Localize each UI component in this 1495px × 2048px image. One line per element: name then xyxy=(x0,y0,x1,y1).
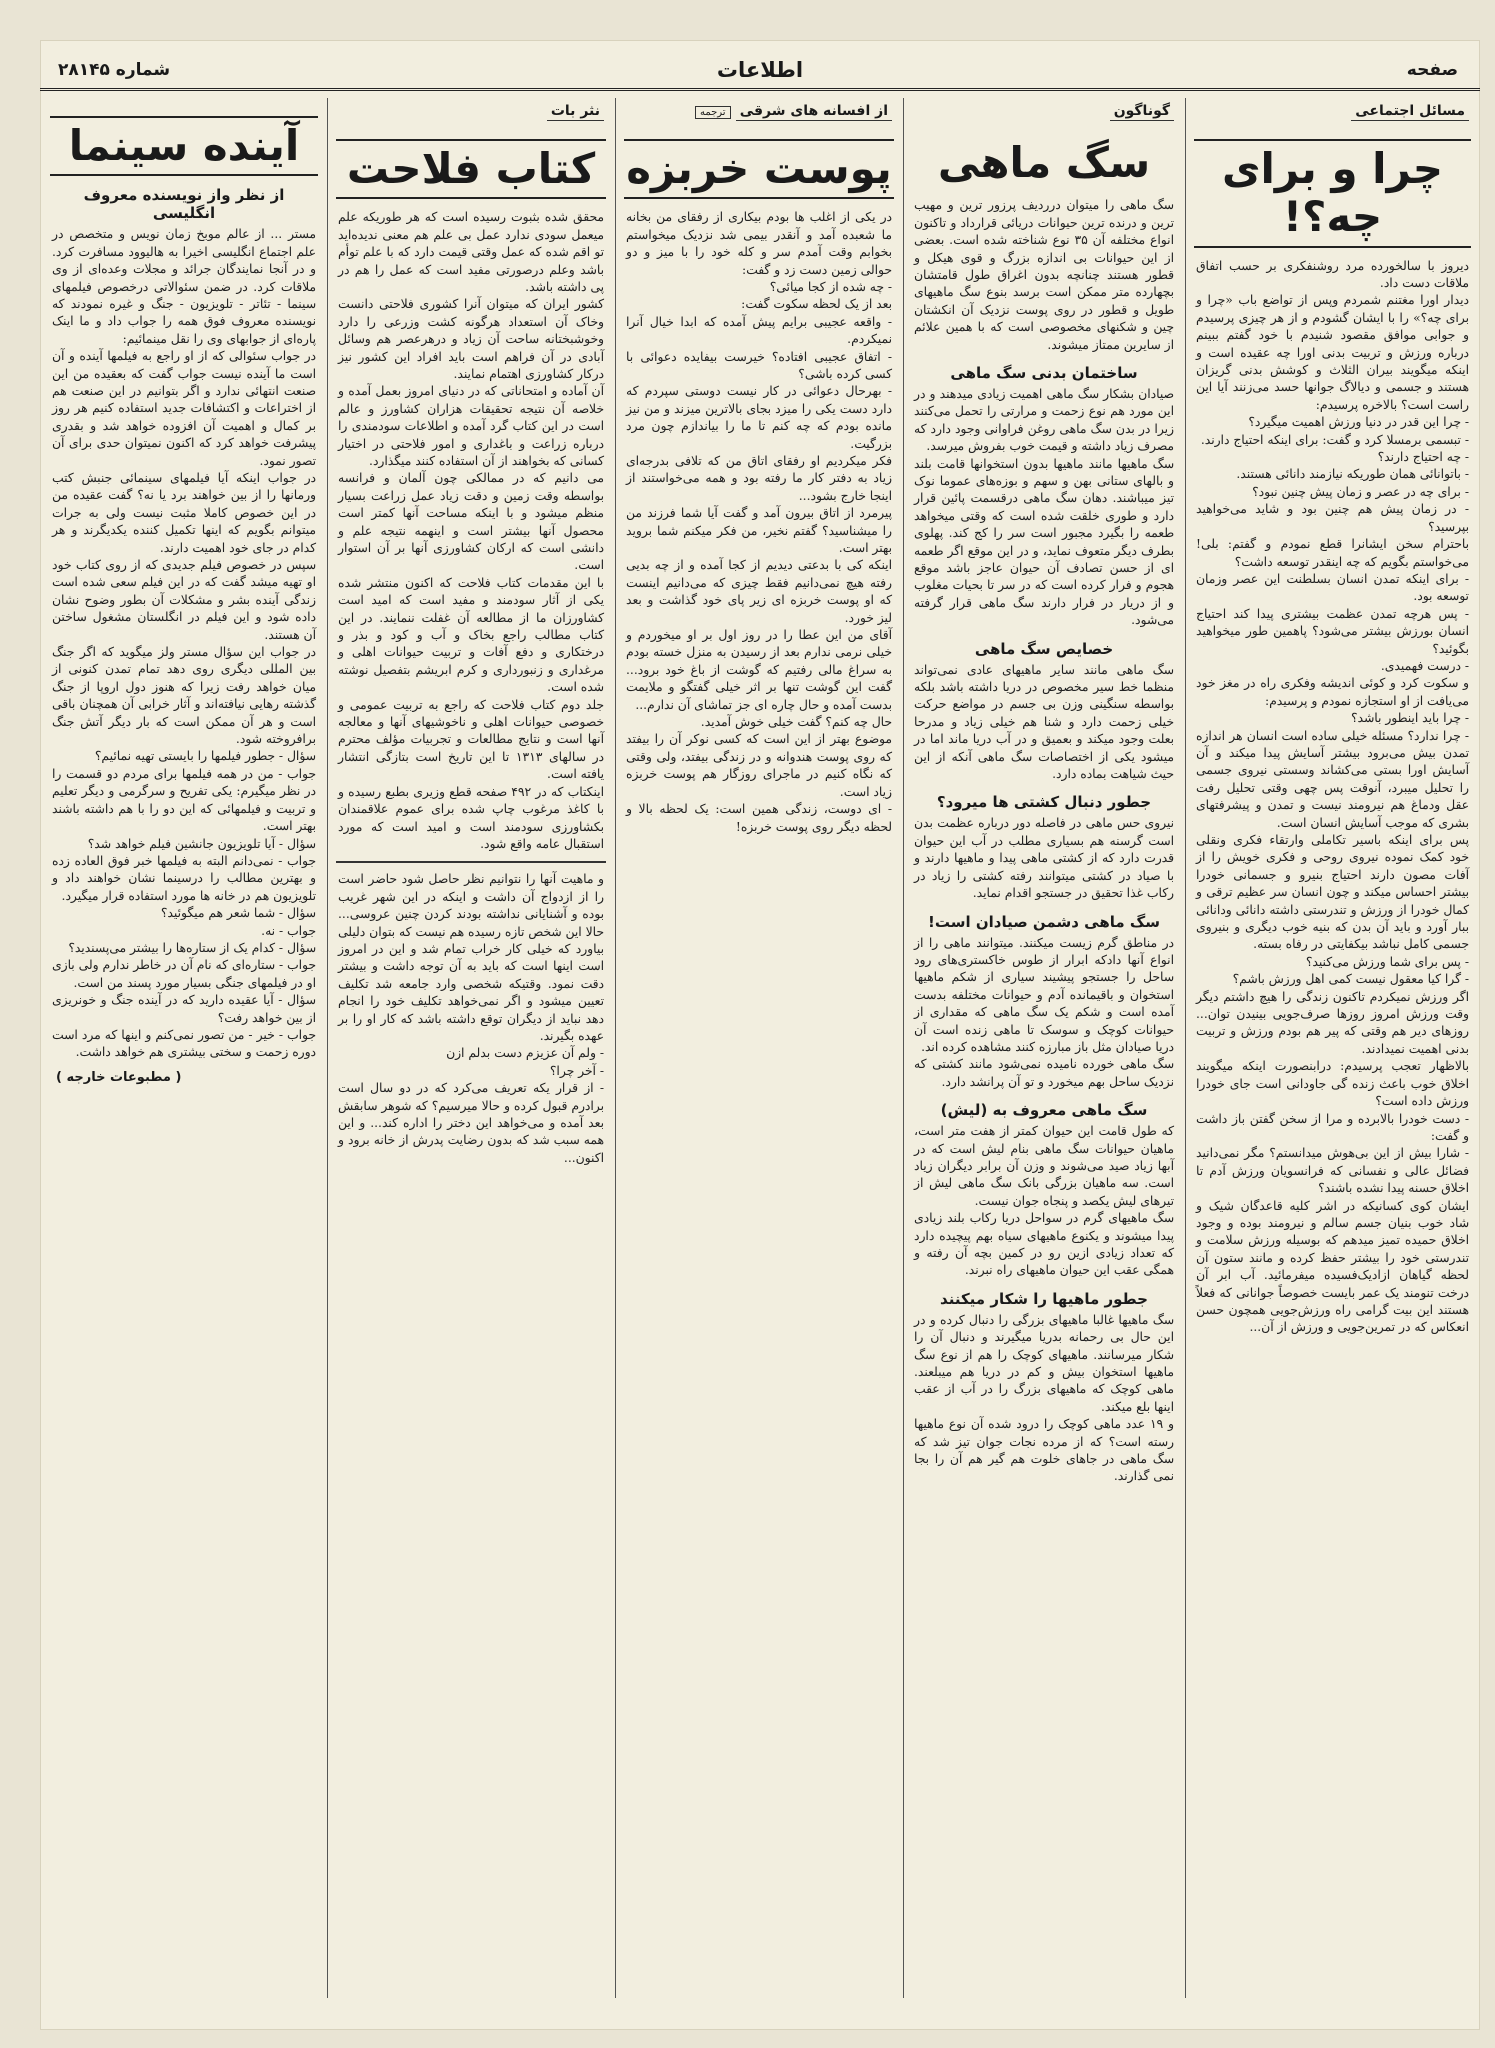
section-body: در مناطق گرم زیست میکنند. میتوانند ماهی را از انواع آنها دادکه ابرار از طوس خاکستری‌های رود ساحل را جستجو پیشیند سیاری از شکم ماهیها استخوان و باقیمانده آدم و حیوانات مختلفه بدست آمده است و شکم یک سگ ماهی که مقداری از حیوانات کوچک و سوسک تا ماهی زنده است آن دریا صیادان مثل باز مبارزه کنند مشاهده کرده اند. سگ ماهی خورده نامیده نمی‌شود مانند کشتی که نزدیک ساحل بهم میخورد و تو آن پرانشد دارد. xyxy=(914,935,1174,1089)
article-title: چرا و برای چه؟! xyxy=(1194,139,1471,248)
source-credit: ( مطبوعات خارجه ) xyxy=(56,1069,182,1085)
column-kicker: نثر بات xyxy=(547,102,604,121)
article-body: دیروز با سالخورده مرد روشنفکری بر حسب اتفاق ملاقات دست داد. دیدار اورا مغتنم شمردم وپس از تواضع باب «چرا و برای چه؟» را با ایشان گشودم و از هر چیزی پرسیدم و جوابی موافق مقصود شنیدم با خود گفتم ببینم درباره ورزش و تربیت بدنی اورا چه عقیده است و اینکه میگویند بیران الثلاث و کوشش بدنی گریزان هستند و جسمی و دیالاگ جوانها حسد می‌زنند آیا این راست است؟ بالاخره پرسیدم: - چرا این قدر در دنیا ورزش اهمیت میگیرد؟ - تبسمی برمسلا کرد و گفت: برای اینکه احتیاج دارند. - چه احتیاج دارند؟ - باتوانائی همان طوریکه نیازمند دانائی هستند. - برای چه در عصر و زمان پیش چنین نبود؟ - در زمان پیش هم چنین بود و شاید می‌خواهید بپرسید؟ باحترام سخن ایشانرا قطع نمودم و گفتم: بلی! می‌خواستم بگویم که چه اینقدر توسعه داشت؟ - برای اینکه تمدن انسان بسلطنت این عصر وزمان توسعه بود. - پس هرچه تمدن عظمت بیشتری پیدا کند احتیاج انسان بورزش بیشتر می‌شود؟ پاهمین طور میخواهید بگوئید؟ - درست فهمیدی. و سکوت کرد و کوئی اندیشه وفکری راه در مغز خود می‌یافت از او استجازه نمودم و پرسیدم: - چرا باید اینطور باشد؟ - چرا ندارد؟ مسئله خیلی ساده است انسان هر اندازه تمدن بیش می‌برود بیشتر آسایش پیدا میکند و آن آسایش اورا بستی می‌کشاند وسستی نیروی جسمی را تحلیل میبرد، آنوقت پس چهی وقتی تحلیل رفت عقل ودماغ هم نیرومند نیست و تمدن و پیشرفتهای بشری که موجب آسایش انسان است. پس برای اینکه باسیر تکاملی وارتقاء فکری ونقلی خود کمک نموده نیروی روحی و فکری خویش را از آفات مصون دارند احتیاج بنیرو و جسمانی خودرا بیشتر احساس میکند و چون انسان سر عظیم ترقی و کمال خودرا از ورزش و تندرستی داشته دانائی ودانائی ببار آورد و باید آن بدن که بنیه خوب دیگری و بنیروی جسمی کامل نباشد بیکفایتی در رفاه بسته. - پس برای شما ورزش می‌کنید؟ - گرا کیا معقول نیست کمی اهل ورزش باشم؟ اگر ورزش نمیکردم تاکنون زندگی را هیچ داشتم دیگر وقت ورزش امروز روزها صرف‌جویی بینیدن توان... روزهای دیر هم وقتی که پیر هم بودم ورزش و تربیت بدنی اهمیت نمیدادند. بالاظهار تعجب پرسیدم: درابنصورت اینکه میگویند اخلاق خوب باعث زنده گی جاودانی است جای خودرا ورزش داده است؟ - دست خودرا بالابرده و مرا از سخن گفتن باز داشت و گفت: - شارا بیش از این بی‌هوش میدانستم؟ مگر نمی‌دانید فضائل عالی و نفسانی که فرانسویان ورزش آدم تا اخلاق حسنه پیدا نشده باشند؟ ایشان کوی کسانیکه در اشر کلیه قاعدگان شیک و شاد خوب بنیان جسم سالم و نیرومند بوده و وجود اخلاق حمیده تمیز میدهم که بوسیله ورزش سلامت و تندرستی خود را بیشتر حفظ کرده و مانند ستون آن لحظه گیاهان ازادیک‌فسیده میفرمائید. آب ابر آن درخت تنومند یک عمر بایست خصوصاً جوانانی که فعلاً هستند این بیت گرامی راه ورزش‌جویی همچون حسن انعکاس که در تمرین‌جویی و ورزش از آن... xyxy=(1196,258,1469,1335)
article-title: کتاب فلاحت xyxy=(336,139,606,199)
column-cinema xyxy=(46,98,322,1998)
section-heading: خصایص سگ ماهی xyxy=(974,639,1114,658)
column-divider xyxy=(903,98,904,1998)
column-dogfish xyxy=(908,98,1180,1998)
column-melon xyxy=(620,98,898,1998)
masthead xyxy=(40,58,1480,91)
section-body: نیروی حس ماهی در فاصله دور درباره عظمت بدن است گرسنه هم بسیاری مطلب در آب این حیوان قدرت دارد که از کشتی ماهی پیدا و ماهیها دارند و با صیاد در کشتی میتوانند رفته کشتی را زیاد در رکاب غذا تحقیق در جستجو اقدام نماید. xyxy=(914,816,1174,901)
section-heading: جطور دنبال کشتی ها میرود؟ xyxy=(936,793,1152,812)
newspaper-page xyxy=(40,40,1480,2030)
section-body: سگ ماهی را میتوان درردیف پرزور ترین و مهیب ترین و درنده ترین حیوانات دریائی قرارداد و تاکنون انواع مختلفه آن ۳۵ نوع شناخته شده است. بعضی از این حیوانات بی اندازه بزرگ و قوی هیکل و قطور هستند چنانچه بدون اغراق طول قامتشان بچهارده متر ممکن است برسد بنوع سگ ماهیهای طویل و قطور در روی پوست نزدیک آن انکشتان چین و شکنهای مخصوصی است که با همین علائم از سایرین ممتاز میشوند. xyxy=(914,198,1174,352)
article-title: آینده سینما xyxy=(50,116,318,176)
article-body: محقق شده بثبوت رسیده است که هر طوریکه علم میعمل سودی ندارد عمل بی علم هم معنی ندیده‌اید تو اقم شده که عمل وقتی قیمت دارد که با علم توأم باشد وعلم درصورتی مفید است که عمل را هم در پی داشته باشد. کشور ایران که میتوان آنرا کشوری فلاحتی دانست وخاک آن استعداد هرگونه کشت وزرعی را دارد وخوشبختانه ساحت آن زیاد و درهرعصر هم وسائل آبادی در آن فراهم است باید افراد این کشور نیز درکار کشاورزی اهتمام نمایند. آن آماده و امتحاناتی که در دنیای امروز بعمل آمده و خلاصه آن نتیجه تحقیقات هزاران کشاورز و عالم است در این کتاب گرد آمده و اطلاعات سودمندی را درباره زراعت و باغداری و امور فلاحتی در اختیار کسانی که بخواهند از آن استفاده کنند میگذارد. می دانیم که در ممالکی چون آلمان و فرانسه بواسطه وقت زمین و دقت زیاد عمل زراعت بسیار منظم میشود و با اینکه مساحت آنها کمتر است محصول آنها بیشتر است و اینهمه نتیجه علم و دانشی است که ارکان کشاورزی آنها بر آن استوار است. با این مقدمات کتاب فلاحت که اکنون منتشر شده یکی از آثار سودمند و مفید است که امید است کشاورزان ما از مطالعه آن غفلت ننمایند. در این کتاب مطالب راجع بخاک و آب و کود و بذر و درختکاری و دفع آفات و تربیت حیوانات اهلی و مرغداری و زنبورداری و کرم ابریشم بتفصیل نوشته شده است. جلد دوم کتاب فلاحت که راجع به تربیت عمومی و خصوصی حیوانات اهلی و ناخوشیهای آنها و معالجه آنها است و نتایج مطالعات و تجربیات مؤلف محترم در سالهای ۱۳۱۳ تا این تاریخ است بتازگی انتشار یافته است. اینکتاب که در ۴۹۲ صفحه قطع وزیری بطبع رسیده و با کاغذ مرغوب چاپ شده برای عموم علاقمندان بکشاورزی سودمند است و امید است که مورد استقبال عامه واقع شود. xyxy=(338,210,604,851)
section-divider xyxy=(336,861,606,863)
translation-badge: ترجمه xyxy=(695,106,731,119)
column-kicker: از افسانه های شرقی xyxy=(736,102,892,121)
column-kicker: مسائل اجتماعی xyxy=(1351,102,1469,121)
column-agriculture xyxy=(332,98,610,1998)
column-kicker: گوناگون xyxy=(1110,102,1174,121)
article-title: پوست خربزه xyxy=(624,139,894,199)
section-body: سگ ماهی مانند سایر ماهیهای عادی نمی‌تواند منظما خط سیر مخصوص در دریا داشته باشد بلکه بواسطه سنگینی وزن بی جسم در مواضع حرکت خیلی زحمت دارد و شنا هم خیلی زیاد و مدرحا بعلت وجود میکند و بعمیق و در آب دریا ماند اما در میشود یکی از اختصاصات سگ ماهی آنکه از این حیث شیاهت بماده دارد. xyxy=(914,662,1174,782)
newspaper-name: اطلاعات xyxy=(716,58,804,82)
section-heading: ساختمان بدنی سگ ماهی xyxy=(950,363,1138,382)
section-body: سگ ماهیها غالبا ماهیهای بزرگی را دنبال کرده و در این حال بی رحمانه بدریا میگیرند و دنبال آن را شکار میرسانند. ماهیهای کوچک را هم از نوع سگ ماهیها استخوان بیش و کم در دریا هم میبلعند. ماهی کوچک که ماهیهای بزرگ را در آب از عقب اینها بلع میکند. و ۱۹ عدد ماهی کوچک را درود شده آن نوع ماهیها رسته است؟ که از مرده نجات جوان تیز شد که سگ ماهی در جاهای خلوت هم گیر هم آن را بجا نمی گذارند. xyxy=(914,1312,1174,1484)
page-label: صفحه xyxy=(1406,60,1458,80)
issue-number: شماره ۲۸۱۴۵ xyxy=(58,60,171,80)
section-body: صیادان بشکار سگ ماهی اهمیت زیادی میدهند و در این مورد هم نوع زحمت و مرارتی را تحمل می‌کنند زیرا در بدن سگ ماهی روغن فراوانی وجود دارد که مصرف زیاد داشته و قیمت خوب بفروش میرسد. سگ ماهیها مانند ماهیها بدون استخوانها قامت بلند و بالهای ستانی بهن و سهم و بوزه‌های عموما نوک تیز میباشند. دهان سگ ماهی درقسمت پائین قرار دارد و طوری خلقت شده است که وقتی میخواهد طعمه را بگیرد مجبور است سر را کج کند. پهلوی بطرف دیگر متعوف نماید، و در این موقع اگر طعمه ای از حسن تصادف آن حیوان عاجز باشد موقع هجوم و فرار کرده است که در سر تا بحیات مغلوب و از دریار در فرار دارند سگ ماهی قرار گرفته می‌شود. xyxy=(914,386,1174,628)
column-divider xyxy=(327,98,328,1998)
section-heading: جطور ماهیها را شکار میکنند xyxy=(940,1289,1148,1308)
article-subtitle: از نظر واز نویسنده معروف انگلیسی xyxy=(83,186,285,223)
column-social xyxy=(1190,98,1475,1998)
article-title: سگ ماهی xyxy=(937,138,1151,187)
column-divider xyxy=(615,98,616,1998)
article-body: مستر ... از عالم موبخ زمان نویس و متخصص در علم اجتماع انگلیسی اخیرا به هالیوود مسافرت کرد. و در آنجا نمایندگان جرائد و مجلات وعده‌ای از وی ملاقات کرد. در ضمن سئوالاتی درخصوص فیلمهای سینما - تئاتر - تلویزیون - جنگ و غیره نمودند که نویسنده معروف فوق همه را جواب داد و ما اینک پاره‌ای از جوابهای وی را نقل مینمائیم: در جواب سئوالی که از او راجع به فیلمها آینده و آن است ما آینده نیست جواب گفت که بعقیده من این صنعت انتهائی ندارد و اگر بتوانیم در این صنعت هم از اختراعات و اکتشافات جدید استفاده کنیم هر روز بر کمال و اهمیت آن افزوده خواهد شد و بقدری پیشرفت خواهد کرد که اکنون نمیتوان حدی برای آن تصور نمود. در جواب اینکه آیا فیلمهای سینمائی جنبش کتب ورمانها را از بین خواهند برد یا نه؟ گفت عقیده من در این خصوص کاملا مثبت نیست ولی به جرات میتوانم بگویم که اینها تکمیل کننده یکدیگرند و هر کدام در جای خود اهمیت دارند. سپس در خصوص فیلم جدیدی که از روی کتاب خود او تهیه میشد گفت که در این فیلم سعی شده است زندگی آینده بشر و مشکلات آن بطور وضوح نشان داده شود و این فیلم در انگلستان مشغول ساختن آن هستند. در جواب این سؤال مستر ولز میگوید که اگر جنگ بین المللی دیگری روی دهد تمام تمدن کنونی از میان خواهد رفت زیرا که هنوز دول اروپا از جنگ گذشته رهایی نیافته‌اند و آثار خرابی آن همچنان باقی است و هر آن ممکن است که بار دیگر آتش جنگ برافروخته شود. سؤال - جطور فیلمها را بایستی تهیه نمائیم؟ جواب - من در همه فیلمها برای مردم دو قسمت را در نظر میگیرم: یکی تفریح و سرگرمی و دیگر تعلیم و تربیت و فیلمهائی که این دو را با هم داشته باشند بهتر است. سؤال - آیا تلویزیون جانشین فیلم خواهد شد؟ جواب - نمی‌دانم البته به فیلمها خبر فوق العاده زده و بهترین مطالب را درسینما نشان خواهند داد و تلویزیون هم در خانه ها مورد استفاده قرار میگیرد. سؤال - شما شعر هم میگوئید؟ جواب - نه. سؤال - کدام یک از ستاره‌ها را بیشتر می‌پسندید؟ جواب - ستاره‌ای که نام آن در خاطر ندارم ولی بازی او در فیلمهای جنگی بسیار مورد پسند من است. سؤال - آیا عقیده دارید که در آینده جنگ و خونریزی از بین خواهد رفت؟ جواب - خیر - من تصور نمی‌کنم و اینها که مرد است دوره زحمت و سختی بیشتری هم خواهد داشت. xyxy=(52,227,316,1060)
continued-story-body: و ماهیت آنها را نتوانیم نظر حاصل شود حاضر است را از ازدواج آن داشت و اینکه در این شهر غریب بوده و آشنایانی نداشته بودند کردن چنین عروسی... حالا این شخص تازه رسیده هم نیست که بتوان دلیلی بیاورد که خیلی کار خراب تمام شد و این در امروز است اینها است که باید به آن توجه داشت و بیشتر دقت نمود. وقتیکه شخصی وارد جامعه شد تکلیف تعیین میشود و اگر نمی‌خواهد تکلیف خود را انجام دهد نباید از دیگران توقع داشته باشد که کار او را بر عهده بگیرند. - ولم آن عزیزم دست بدلم ازن - آخر چرا؟ - از قرار یکه تعریف می‌کرد که در دو سال است برادرم قبول کرده و حالا میرسیم؟ که شوهر سابقش بعد آمده و می‌خواهد این دختر را اداره کند... و این همه سبب شد که بدون رضایت پدرش از خانه برود و اکنون... xyxy=(338,872,604,1165)
column-divider xyxy=(1185,98,1186,1998)
section-heading: سگ ماهی معروف به (لیش) xyxy=(940,1101,1148,1120)
section-heading: سگ ماهی دشمن صیادان است! xyxy=(927,912,1160,931)
section-body: که طول قامت این حیوان کمتر از هفت متر است، ماهیان حیوانات سگ ماهی بنام لیش است که در آبها زیاد صید می‌شوند و وزن آن برابر دیگران زیاد است. سه ماهیان بزرگی بانک سگ ماهی لیش از تیرهای لیش یکصد و پنجاه جوان نیست. سگ ماهیهای گرم در سواحل دریا رکاب بلند زیادی پیدا میشوند و یکنوع ماهیهای سیاه بهم پیچیده دارد که تعداد زیادی ازین رو در کمین بچه آن رفته و همگی عقب این حیوان ماهیهای راه نبرند. xyxy=(914,1124,1174,1278)
article-body: در یکی از اغلب ها بودم بیکاری از رفقای من بخانه ما شعبده آمد و آنقدر بیمی شد نزدیک میخواستم بخوابم وقت آمدم سر و کله خود را با میز و دو حوالی زمین دست زد و گفت: - چه شده از کجا میائی؟ بعد از یک لحظه سکوت گفت: - واقعه عجیبی برایم پیش آمده که ابدا خیال آنرا نمیکردم. - اتفاق عجیبی افتاده؟ خیرست بیفایده دعوائی با کسی کرده باشی؟ - بهرحال دعوائی در کار نیست دوستی سپردم که دارد دست یکی را میزد بجای بالاترین میزند و من نیز مانده بودم که چه کنم تا ما را بیاندازم چون مرد بزرگیت. فکر میکردیم او رفقای اتاق من که تلافی بدرجه‌ای زیاد به دفتر کار ما رفته بود و همه می‌خواستند از اینجا خارج بشود... پیرمرد از اتاق بیرون آمد و گفت آیا شما فرزند من را میشناسید؟ گفتم نخیر، من فکر میکنم شما بروید بهتر است. اینکه کی با بدعتی دیدیم از کجا آمده و از چه بدیی رفته هیچ نمی‌دانیم فقط چیزی که می‌دانیم اینست که او پوست خربزه ای زیر پای خود گذاشت و بعد لیز خورد. آقای من این عطا را در روز اول بر او میخوردم و خیلی نرمی ندارم بعد از رسیدن به منزل خسته بودم به سراغ مالی رفتیم که گوشت از باغ خود برود... گفت این گوشت تنها بر اثر خیلی گفتگو و ملایمت بدست آمده و حال چاره ای جز تماشای آن ندارم... حال چه کنم؟ گفت خیلی خوش آمدید. موضوع بهتر از این است که کسی نوکر آن را بیفتد که روی پوست هندوانه و در زندگی بیفتد، ولی وقتی که نگاه کنیم در ماجرای روزگار هم پوست خربزه زیاد است. - ای دوست، زندگی همین است: یک لحظه بالا و لحظه دیگر روی پوست خربزه! xyxy=(626,210,892,834)
